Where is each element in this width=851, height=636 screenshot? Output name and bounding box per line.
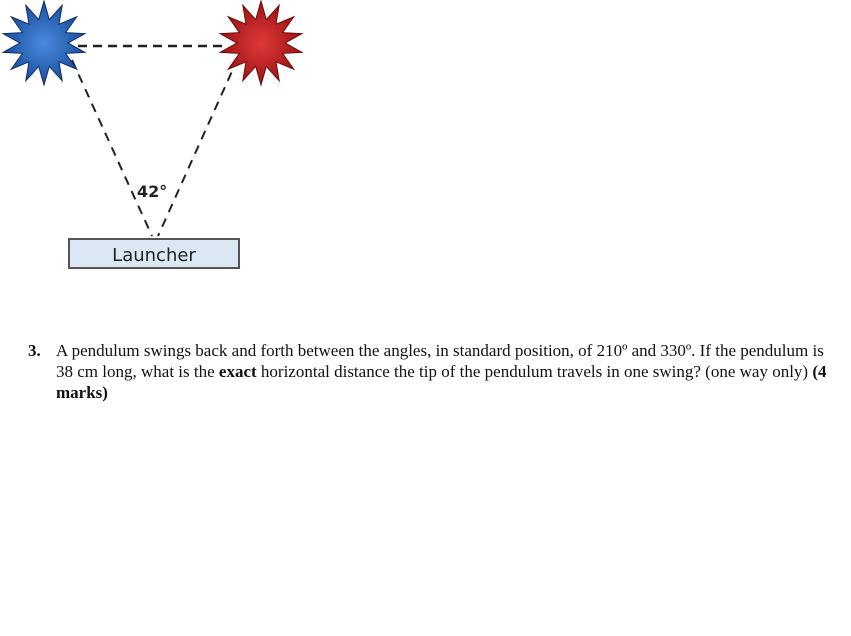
- right-dashed-line: [158, 58, 238, 236]
- launcher-label: Launcher: [112, 245, 196, 266]
- left-dashed-line: [72, 60, 152, 236]
- question-text: [56, 340, 828, 403]
- question-marks: (4 marks): [56, 362, 827, 402]
- question-text-part-1: A pendulum swings back and forth between the angles, in standard position, of 210º and 330º. If the pendulum is 38 cm long, what is the: [56, 341, 824, 381]
- firework-launcher-diagram: [0, 0, 320, 280]
- question-emphasis: exact: [218, 362, 257, 381]
- blue-firework-star-icon: [3, 1, 85, 85]
- angle-label: 42°: [137, 182, 168, 201]
- question-text-part-2: horizontal distance the tip of the pendulum travels in one swing? (one way only): [256, 362, 813, 381]
- red-firework-star-icon: [220, 1, 302, 85]
- question-number: 3.: [28, 341, 41, 360]
